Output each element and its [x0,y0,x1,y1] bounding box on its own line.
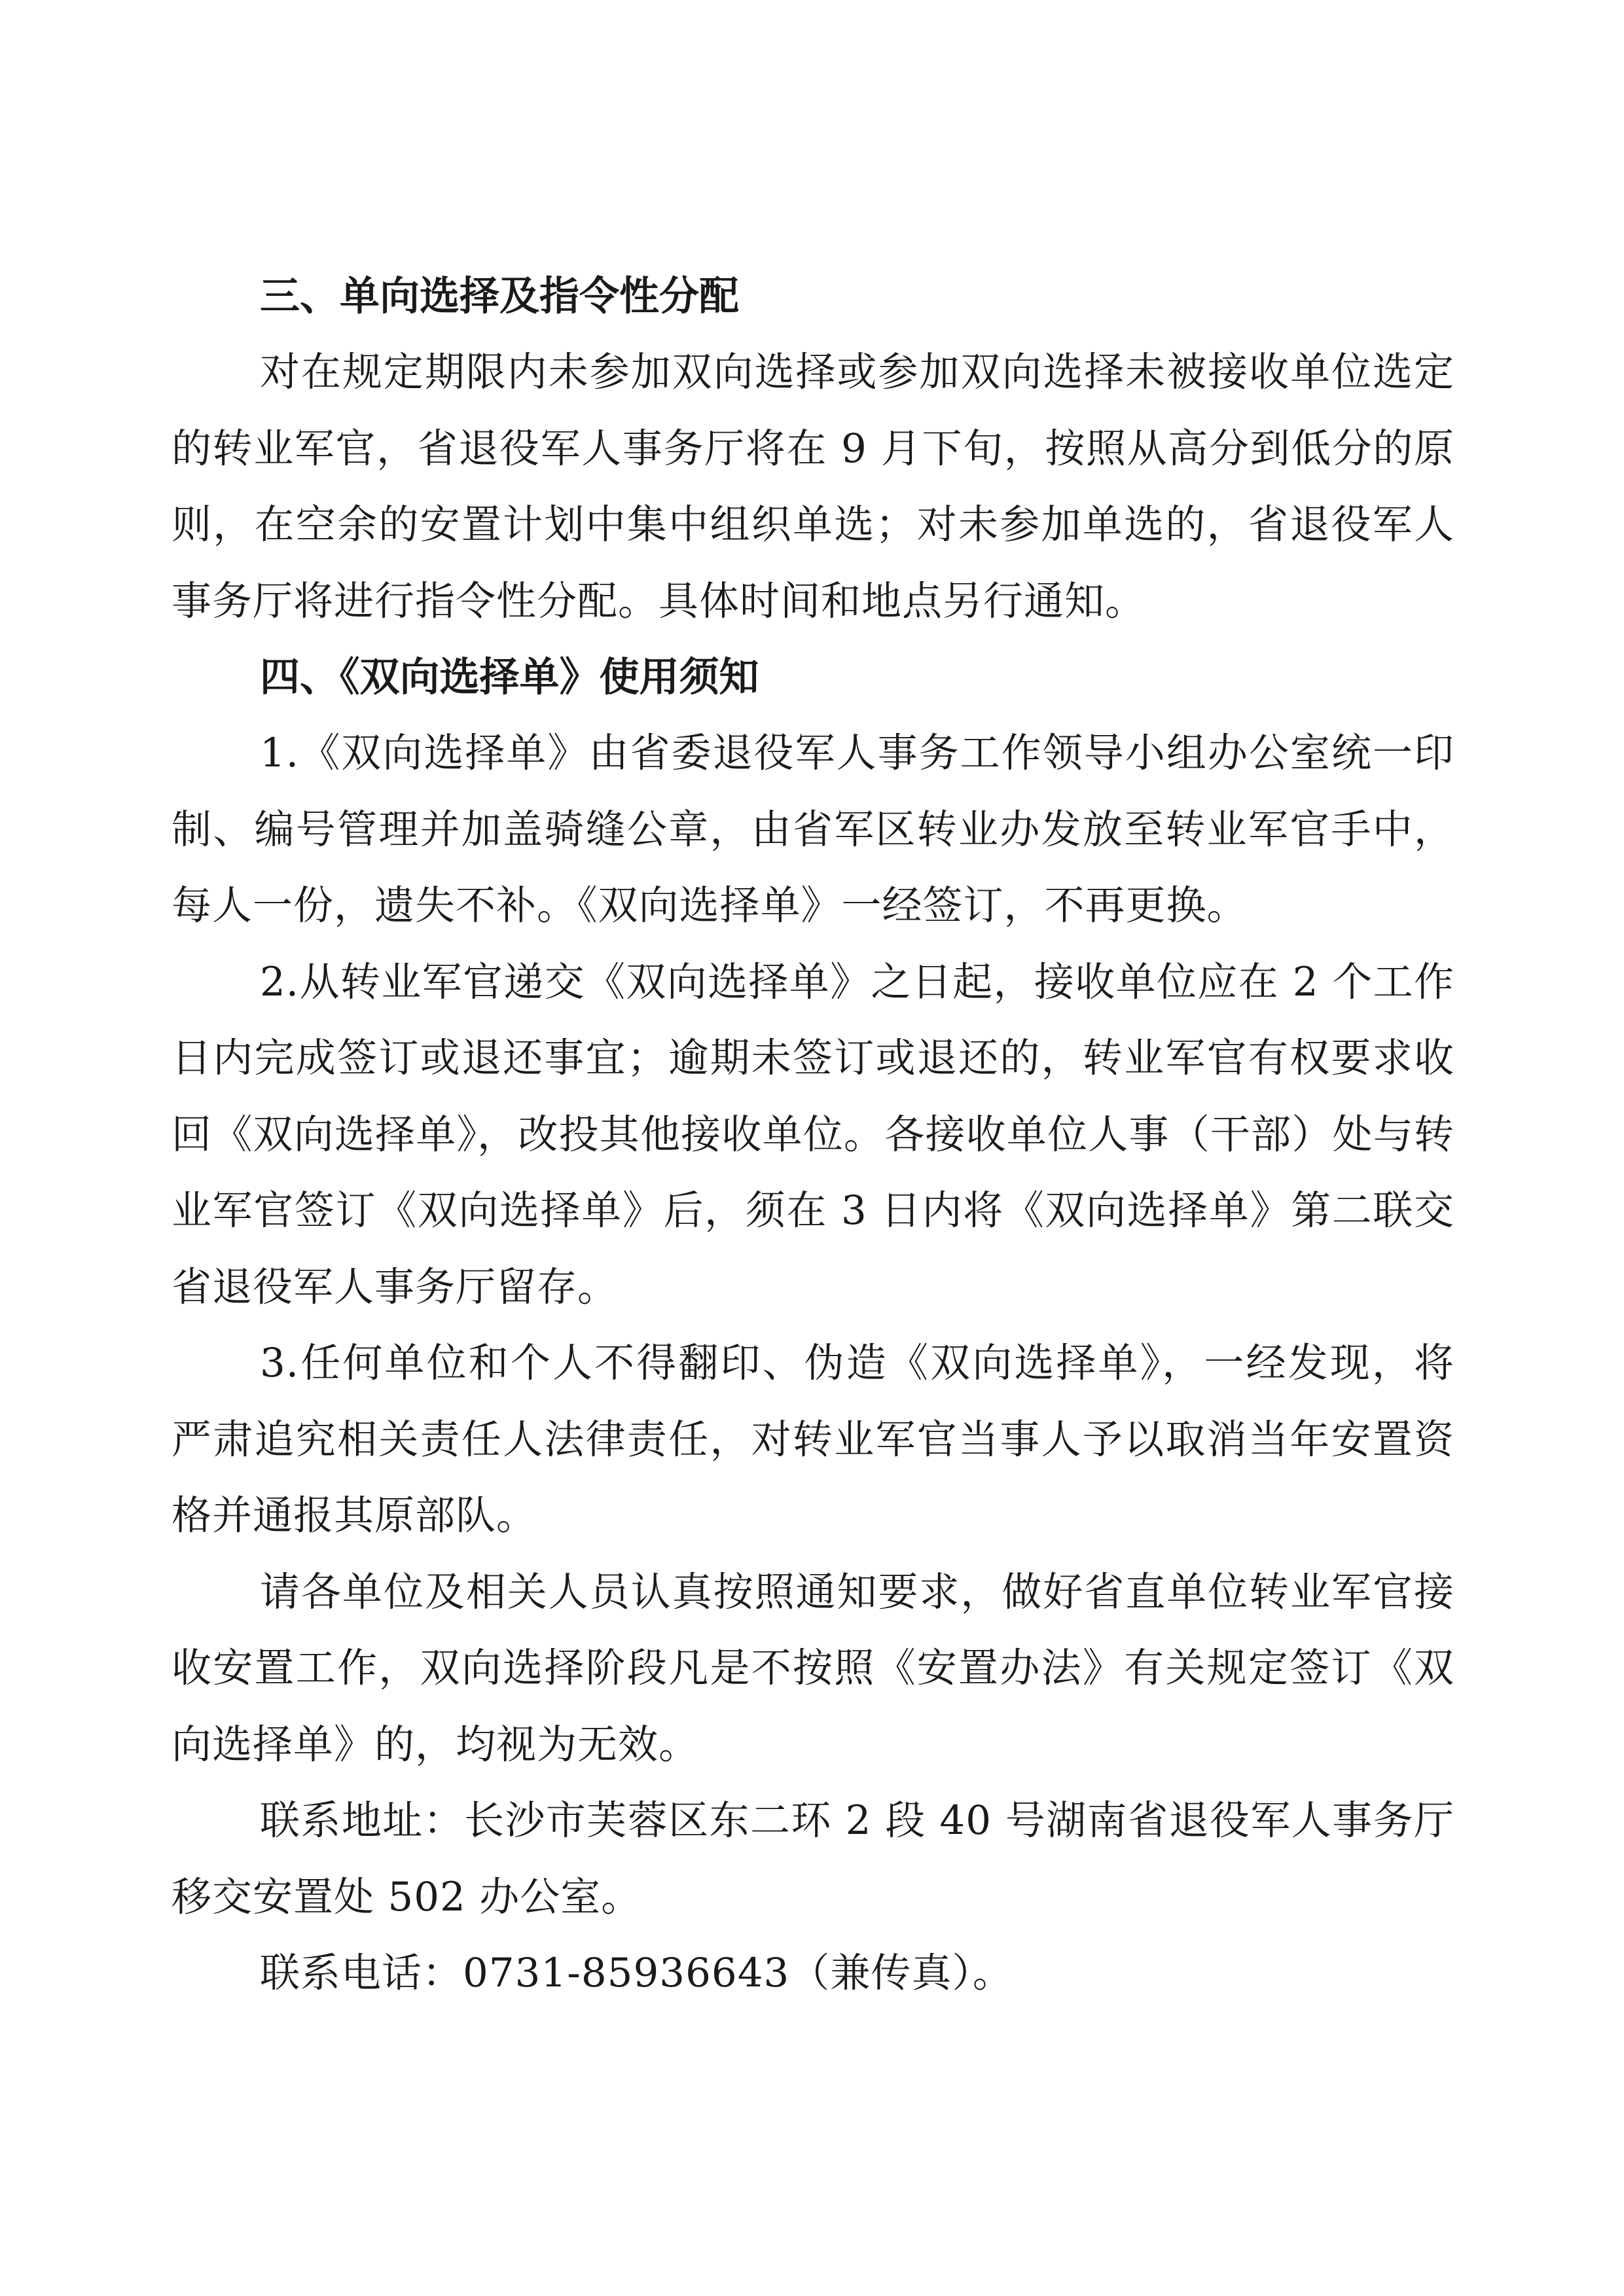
section-3-paragraph: 对在规定期限内未参加双向选择或参加双向选择未被接收单位选定的转业军官，省退役军人事务厅将在 9 月下旬，按照从高分到低分的原则，在空余的安置计划中集中组织单选；对未参加单选的，省退役军人事务厅将进行指令性分配。具体时间和地点另行通知。 [171,349,1454,624]
closing-paragraph: 请各单位及相关人员认真按照通知要求，做好省直单位转业军官接收安置工作，双向选择阶段凡是不按照《安置办法》有关规定签订《双向选择单》的，均视为无效。 [171,1568,1454,1768]
section-4-item-1: 1.《双向选择单》由省委退役军人事务工作领导小组办公室统一印制、编号管理并加盖骑缝公章，由省军区转业办发放至转业军官手中，每人一份，遗失不补。《双向选择单》一经签订，不再更换。 [171,730,1454,929]
section-4-item-3: 3.任何单位和个人不得翻印、伪造《双向选择单》，一经发现，将严肃追究相关责任人法律责任，对转业军官当事人予以取消当年安置资格并通报其原部队。 [171,1340,1454,1539]
section-4-heading: 四、《双向选择单》使用须知 [260,654,759,700]
contact-phone: 联系电话：0731-85936643（兼传真）。 [260,1950,1013,1996]
document-body [171,259,1454,2012]
section-3-heading: 三、单向选择及指令性分配 [260,273,740,319]
section-4-item-2: 2.从转业军官递交《双向选择单》之日起，接收单位应在 2 个工作日内完成签订或退还事宜；逾期未签订或退还的，转业军官有权要求收回《双向选择单》，改投其他接收单位。各接收单位人事（干部）处与转业军官签订《双向选择单》后，须在 3 日内将《双向选择单》第二联交省退役军人事务厅留存。 [171,958,1454,1310]
contact-address: 联系地址：长沙市芙蓉区东二环 2 段 40 号湖南省退役军人事务厅移交安置处 502 办公室。 [171,1797,1454,1920]
